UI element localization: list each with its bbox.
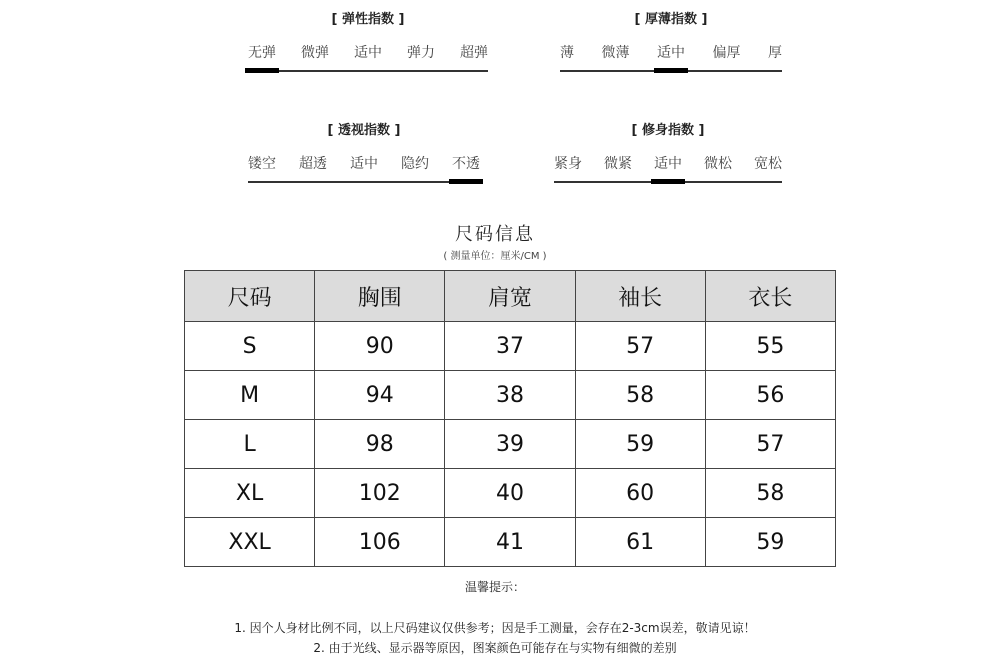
transparency-option: 镂空 bbox=[248, 156, 276, 172]
transparency-option: 适中 bbox=[350, 156, 378, 172]
table-row bbox=[185, 322, 836, 371]
thickness-options bbox=[560, 44, 782, 62]
table-cell: XXL bbox=[185, 518, 315, 567]
table-cell: 61 bbox=[575, 518, 705, 567]
header-length: 衣长 bbox=[705, 271, 835, 322]
transparency-option: 不透 bbox=[452, 156, 480, 172]
table-cell: 38 bbox=[445, 371, 575, 420]
table-cell: XL bbox=[185, 469, 315, 518]
table-cell: 40 bbox=[445, 469, 575, 518]
table-row bbox=[185, 518, 836, 567]
header-sleeve: 袖长 bbox=[575, 271, 705, 322]
transparency-scale-line bbox=[248, 181, 480, 183]
transparency-index bbox=[248, 121, 480, 183]
fit-option: 宽松 bbox=[754, 156, 782, 172]
table-cell: 55 bbox=[705, 322, 835, 371]
table-cell: 39 bbox=[445, 420, 575, 469]
elasticity-index bbox=[248, 10, 488, 72]
table-cell: 57 bbox=[575, 322, 705, 371]
table-cell: 106 bbox=[315, 518, 445, 567]
fit-options bbox=[554, 155, 782, 173]
transparency-selected-marker bbox=[449, 179, 483, 184]
fit-option: 适中 bbox=[654, 156, 682, 172]
table-cell: 60 bbox=[575, 469, 705, 518]
size-info-subtitle: ( 测量单位：厘米/CM ) bbox=[443, 251, 547, 262]
elasticity-option: 超弹 bbox=[460, 45, 488, 61]
thickness-index-title: [ 厚薄指数 ] bbox=[634, 12, 708, 27]
transparency-option: 隐约 bbox=[401, 156, 429, 172]
table-cell: S bbox=[185, 322, 315, 371]
table-cell: 56 bbox=[705, 371, 835, 420]
thickness-option: 微薄 bbox=[601, 45, 630, 61]
table-cell: 90 bbox=[315, 322, 445, 371]
tips-title: 温馨提示： bbox=[464, 580, 525, 594]
elasticity-scale-line bbox=[248, 70, 488, 72]
tip-item: 1. 因个人身材比例不同，以上尺码建议仅供参考；因是手工测量，会存在2-3cm误差，敬请见谅！ bbox=[234, 621, 756, 635]
table-cell: 58 bbox=[705, 469, 835, 518]
thickness-selected-marker bbox=[654, 68, 688, 73]
table-cell: 59 bbox=[705, 518, 835, 567]
size-table-header-row bbox=[185, 271, 836, 322]
thickness-option: 偏厚 bbox=[712, 45, 741, 61]
thickness-scale-line bbox=[560, 70, 782, 72]
header-shoulder: 肩宽 bbox=[445, 271, 575, 322]
table-row bbox=[185, 420, 836, 469]
elasticity-selected-marker bbox=[245, 68, 279, 73]
transparency-options bbox=[248, 155, 480, 173]
header-chest: 胸围 bbox=[315, 271, 445, 322]
fit-index-title: [ 修身指数 ] bbox=[631, 123, 705, 138]
table-cell: 58 bbox=[575, 371, 705, 420]
elasticity-option: 适中 bbox=[354, 45, 382, 61]
fit-selected-marker bbox=[651, 179, 685, 184]
thickness-index bbox=[560, 10, 782, 72]
transparency-option: 超透 bbox=[299, 156, 327, 172]
table-cell: 41 bbox=[445, 518, 575, 567]
transparency-index-title: [ 透视指数 ] bbox=[327, 123, 401, 138]
fit-scale-line bbox=[554, 181, 782, 183]
table-cell: L bbox=[185, 420, 315, 469]
thickness-option: 薄 bbox=[560, 45, 574, 61]
fit-index bbox=[554, 121, 782, 183]
thickness-option: 厚 bbox=[768, 45, 782, 61]
tip-item: 2. 由于光线、显示器等原因，图案颜色可能存在与实物有细微的差别 bbox=[313, 641, 677, 655]
tips-list bbox=[0, 618, 990, 658]
header-size: 尺码 bbox=[185, 271, 315, 322]
table-cell: 57 bbox=[705, 420, 835, 469]
table-cell: 98 bbox=[315, 420, 445, 469]
table-cell: 94 bbox=[315, 371, 445, 420]
table-cell: 59 bbox=[575, 420, 705, 469]
table-cell: M bbox=[185, 371, 315, 420]
fit-option: 紧身 bbox=[554, 156, 582, 172]
fit-option: 微松 bbox=[704, 156, 732, 172]
elasticity-index-title: [ 弹性指数 ] bbox=[331, 12, 405, 27]
fit-option: 微紧 bbox=[604, 156, 632, 172]
table-cell: 102 bbox=[315, 469, 445, 518]
table-row bbox=[185, 371, 836, 420]
size-info-title: 尺码信息 bbox=[455, 224, 535, 245]
elasticity-option: 无弹 bbox=[248, 45, 276, 61]
table-row bbox=[185, 469, 836, 518]
thickness-option: 适中 bbox=[657, 45, 685, 61]
elasticity-option: 弹力 bbox=[407, 45, 435, 61]
size-table bbox=[184, 270, 836, 567]
elasticity-options bbox=[248, 44, 488, 62]
elasticity-option: 微弹 bbox=[301, 45, 329, 61]
table-cell: 37 bbox=[445, 322, 575, 371]
